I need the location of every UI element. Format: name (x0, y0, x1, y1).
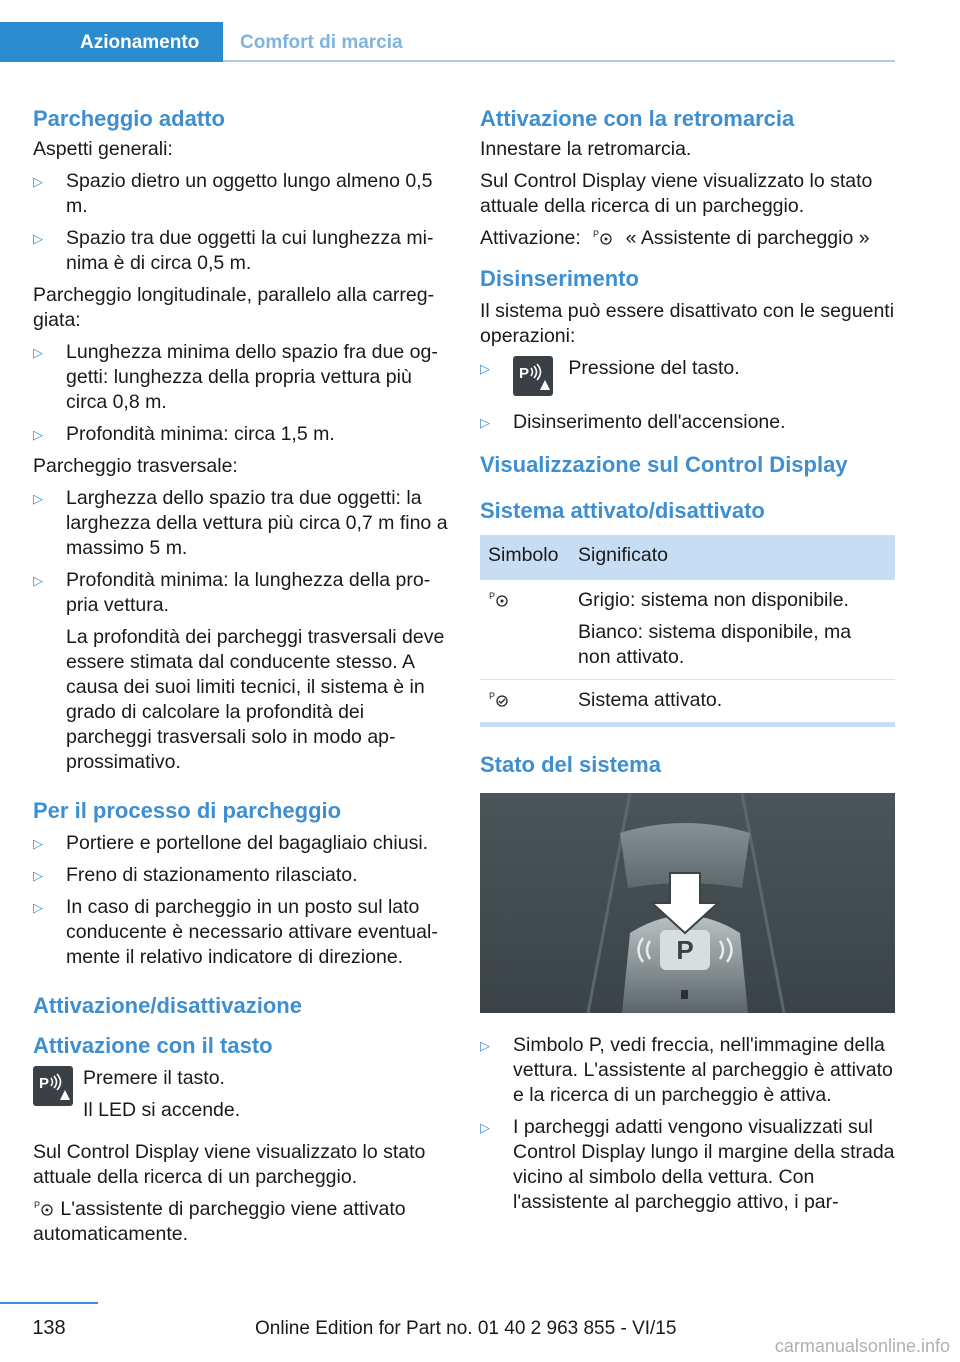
heading-con-tasto: Attivazione con il tasto (33, 1033, 273, 1058)
control-display-text: Sul Control Display viene visualizzato lo stato attuale della ricerca di un parcheggio. (33, 1141, 426, 1188)
heading-disinserimento: Disinserimento (480, 266, 639, 291)
disinserimento-list (480, 356, 895, 435)
table-header-row (480, 535, 895, 580)
p-symbol: P (676, 935, 694, 965)
premere-tasto: Premere il tasto. (83, 1067, 225, 1089)
park-assist-small-icon (33, 1199, 55, 1217)
triangle-bullet-icon: ▷ (33, 231, 43, 246)
right-column (480, 103, 895, 1222)
watermark: carmanualsonline.info (774, 1336, 950, 1356)
heading-processo: Per il processo di parcheggio (33, 798, 342, 823)
heading-visualizzazione: Visualizzazione sul Control Display (480, 452, 848, 477)
triangle-bullet-icon: ▷ (33, 900, 43, 915)
svg-text:P: P (489, 691, 496, 701)
list-item: ▷ Profondità minima: la lunghezza della propria vettura. (33, 569, 431, 616)
list-item: ▷ Portiere e portellone del bagagliaio chiusi. (33, 832, 429, 854)
svg-text:P: P (489, 591, 496, 601)
triangle-bullet-icon: ▷ (33, 345, 43, 360)
list-item: ▷ I parcheggi adatti vengono visualizzati sul Control Display lungo il margine della strada vicino al simbolo della vettura. Con l'assistente al parcheggio attivo, i par- (480, 1116, 895, 1213)
svg-text:P: P (519, 365, 530, 382)
processo-list (33, 831, 448, 970)
triangle-bullet-icon: ▷ (33, 836, 43, 851)
parcheggio-trasversale: Parcheggio trasversale: (33, 455, 238, 477)
led-accende: Il LED si accende. (83, 1099, 241, 1121)
list-item: ▷ Spazio dietro un oggetto lungo almeno 0,5 m. (33, 170, 433, 217)
list-item: ▷ Simbolo P, vedi freccia, nell'immagine della vettura. L'assistente al parcheggio è attivato e la ricerca di un parcheggio è attiva. (480, 1034, 893, 1106)
park-assist-small-icon (592, 228, 614, 246)
disinserimento-intro: Il sistema può essere disattivato con le seguenti operazioni: (480, 300, 895, 347)
park-assist-button-icon (33, 1066, 73, 1106)
triangle-bullet-icon: ▷ (480, 1120, 490, 1135)
key-instruction (33, 1066, 448, 1130)
heading-attivazione: Attivazione/disattivazione (33, 993, 302, 1018)
col-header-symbol: Simbolo (480, 535, 570, 580)
heading-retromarcia: Attivazione con la retromarcia (480, 106, 795, 131)
list-item: ▷ Spazio tra due oggetti la cui lunghezza minima è di circa 0,5 m. (33, 227, 434, 274)
control-display-text-right: Sul Control Display viene visualizzato lo stato attuale della ricerca di un parcheggio. (480, 170, 873, 217)
heading-parcheggio-adatto: Parcheggio adatto (33, 106, 225, 131)
longitudinale-list (33, 340, 448, 447)
car-detail (681, 990, 688, 999)
symbol-cell (480, 580, 570, 680)
heading-sistema-attivato: Sistema attivato/disattivato (480, 498, 765, 523)
edition-footer: Online Edition for Part no. 01 40 2 963 855 - VI/15 (255, 1318, 677, 1339)
list-item: ▷ In caso di parcheggio in un posto sul lato conducente è necessario attivare eventualmente il relativo indicatore di direzione. (33, 896, 438, 968)
auto-activation: P L'assistente di parcheggio viene attivato automaticamente. (33, 1198, 406, 1245)
park-assist-active-icon (488, 690, 510, 708)
header-rule (223, 60, 895, 62)
left-column (33, 103, 448, 1254)
triangle-bullet-icon: ▷ (33, 491, 43, 506)
heading-stato-sistema: Stato del sistema (480, 752, 661, 777)
table-row (480, 680, 895, 725)
aspetti-generali: Aspetti generali: (33, 138, 173, 160)
triangle-bullet-icon: ▷ (33, 427, 43, 442)
meaning-cell: Grigio: sistema non disponibile. Bianco: sistema disponibile, ma non attivato. (570, 580, 895, 680)
meaning-cell: Sistema attivato. (570, 680, 895, 725)
stato-list (480, 1033, 895, 1215)
list-item: ▷ Profondità minima: circa 1,5 m. (33, 423, 335, 445)
col-header-meaning: Significato (570, 535, 895, 580)
table-row (480, 580, 895, 680)
list-item: ▷ Larghezza dello spazio tra due oggetti: la larghezza della vettura più circa 0,7 m fino a massimo 5 m. (33, 487, 448, 559)
attivazione-line: Attivazione: P « Assistente di parcheggio » (480, 227, 870, 249)
trasversale-list (33, 486, 448, 618)
list-item: ▷ P Pressione del tasto. (480, 356, 895, 402)
tab-comfort-di-marcia[interactable]: Comfort di marcia (240, 32, 403, 53)
list-item: ▷ Disinserimento dell'accensione. (480, 411, 786, 433)
symbol-table (480, 535, 895, 727)
list-item: ▷ Freno di stazionamento rilasciato. (33, 864, 358, 886)
triangle-bullet-icon: ▷ (33, 174, 43, 189)
svg-text:P: P (39, 1075, 50, 1092)
aspetti-list (33, 169, 448, 276)
triangle-bullet-icon: ▷ (33, 573, 43, 588)
triangle-bullet-icon: ▷ (480, 361, 490, 376)
park-assist-button-icon (513, 356, 553, 396)
system-status-image (480, 793, 895, 1013)
trasversale-note: La profondità dei parcheggi trasversali deve essere stimata dal conducente stesso. A causa dei suoi limiti tecnici, il sistema è in grado di calcolare la profondità dei parcheggi trasversali solo in modo approssimativo. (66, 626, 445, 773)
svg-text:P: P (34, 1200, 41, 1210)
page-number: 138 (0, 1302, 98, 1341)
innestare-text: Innestare la retromarcia. (480, 138, 692, 160)
tab-azionamento[interactable]: Azionamento (0, 22, 223, 62)
list-item: ▷ Lunghezza minima dello spazio fra due oggetti: lunghezza della propria vettura più circa 0,8 m. (33, 341, 438, 413)
triangle-bullet-icon: ▷ (480, 415, 490, 430)
triangle-bullet-icon: ▷ (480, 1038, 490, 1053)
symbol-cell (480, 680, 570, 725)
svg-text:P: P (593, 229, 600, 239)
parcheggio-longitudinale: Parcheggio longitudinale, parallelo alla carreggiata: (33, 284, 435, 331)
park-assist-inactive-icon (488, 590, 510, 608)
triangle-bullet-icon: ▷ (33, 868, 43, 883)
